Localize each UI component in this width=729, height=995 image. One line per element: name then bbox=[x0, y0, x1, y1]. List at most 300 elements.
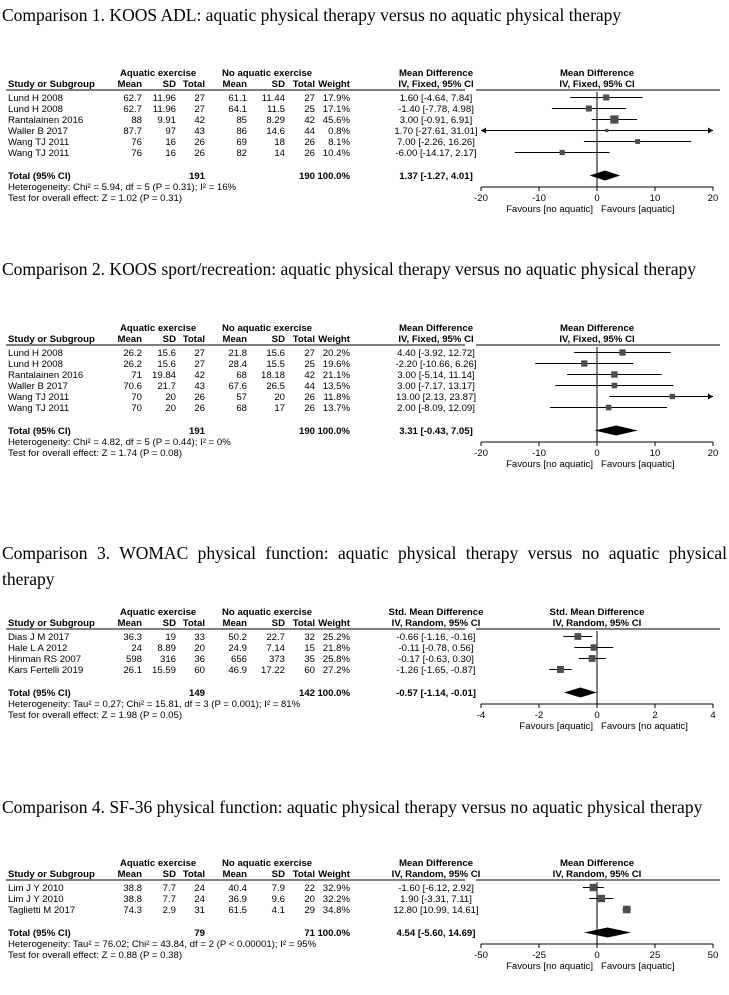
study-total2: 60 bbox=[304, 665, 315, 676]
favours-right-label: Favours [aquatic] bbox=[601, 459, 675, 470]
favours-left-label: Favours [no aquatic] bbox=[506, 204, 593, 215]
x-tick-label: 10 bbox=[649, 193, 661, 204]
study-weight: 27.2% bbox=[322, 665, 350, 676]
study-sd2: 15.5 bbox=[266, 359, 285, 370]
study-total2: 27 bbox=[304, 348, 315, 359]
col-total1-header: Total bbox=[182, 618, 205, 629]
study-total2: 26 bbox=[304, 392, 315, 403]
study-sd1: 20 bbox=[165, 403, 176, 414]
study-total1: 27 bbox=[194, 359, 205, 370]
col-weight-header: Weight bbox=[318, 618, 350, 629]
col-mean2-header: Mean bbox=[222, 79, 247, 90]
col-weight-header: Weight bbox=[318, 79, 350, 90]
plot-effect-header: Std. Mean Difference bbox=[549, 607, 645, 618]
effect-header: Mean Difference bbox=[398, 323, 474, 334]
study-total1: 24 bbox=[194, 894, 205, 905]
col-study-header: Study or Subgroup bbox=[8, 618, 95, 629]
study-mean2: 656 bbox=[230, 654, 247, 665]
study-sd1: 7.7 bbox=[162, 894, 176, 905]
ci-arrow-right bbox=[708, 128, 713, 134]
point-estimate bbox=[586, 105, 592, 111]
study-weight: 13.5% bbox=[322, 381, 350, 392]
col-total2-header: Total bbox=[292, 618, 315, 629]
col-total1-header: Total bbox=[182, 334, 205, 345]
study-total2: 32 bbox=[304, 632, 315, 643]
study-ci: 4.40 [-3.92, 12.72] bbox=[397, 348, 475, 359]
col-mean1-header: Mean bbox=[117, 334, 142, 345]
study-ci: 1.70 [-27.61, 31.01] bbox=[394, 126, 478, 137]
point-estimate bbox=[603, 94, 609, 100]
total-diamond bbox=[564, 688, 597, 698]
plot-effect-header: Mean Difference bbox=[559, 323, 635, 334]
study-mean2: 64.1 bbox=[228, 104, 247, 115]
study-weight: 45.6% bbox=[322, 115, 350, 126]
study-sd1: 8.89 bbox=[157, 643, 176, 654]
total-n1: 79 bbox=[194, 928, 205, 939]
study-name: Hale L A 2012 bbox=[8, 643, 68, 654]
study-mean2: 57 bbox=[236, 392, 247, 403]
study-weight: 10.4% bbox=[322, 148, 350, 159]
study-sd2: 373 bbox=[268, 654, 285, 665]
x-tick-label: 0 bbox=[594, 448, 600, 459]
study-mean2: 82 bbox=[236, 148, 247, 159]
total-diamond bbox=[584, 928, 631, 938]
total-diamond bbox=[595, 426, 638, 436]
forest-plot-2 bbox=[0, 320, 729, 495]
study-mean2: 86 bbox=[236, 126, 247, 137]
col-total1-header: Total bbox=[182, 79, 205, 90]
study-weight: 8.1% bbox=[328, 137, 350, 148]
study-total2: 26 bbox=[304, 148, 315, 159]
study-sd1: 7.7 bbox=[162, 883, 176, 894]
point-estimate bbox=[590, 884, 597, 891]
study-sd2: 9.6 bbox=[271, 894, 285, 905]
total-weight: 100.0% bbox=[317, 426, 350, 437]
study-mean1: 598 bbox=[125, 654, 142, 665]
x-tick-label: 0 bbox=[594, 710, 600, 721]
col-total2-header: Total bbox=[292, 79, 315, 90]
study-mean1: 26.2 bbox=[123, 359, 142, 370]
col-total2-header: Total bbox=[292, 334, 315, 345]
study-mean1: 76 bbox=[131, 137, 142, 148]
study-sd2: 15.6 bbox=[266, 348, 285, 359]
group2-header: No aquatic exercise bbox=[222, 607, 313, 618]
group1-header: Aquatic exercise bbox=[120, 68, 197, 79]
study-weight: 0.8% bbox=[328, 126, 350, 137]
study-weight: 25.8% bbox=[322, 654, 350, 665]
total-label: Total (95% CI) bbox=[8, 928, 71, 939]
study-mean2: 69 bbox=[236, 137, 247, 148]
study-mean2: 61.1 bbox=[228, 93, 247, 104]
study-name: Lund H 2008 bbox=[8, 104, 63, 115]
col-sd2-header: SD bbox=[271, 618, 285, 629]
x-tick-label: -50 bbox=[474, 950, 488, 961]
study-mean2: 50.2 bbox=[228, 632, 247, 643]
study-total2: 26 bbox=[304, 403, 315, 414]
total-n1: 191 bbox=[188, 426, 205, 437]
point-estimate bbox=[560, 150, 565, 155]
x-tick-label: -4 bbox=[476, 710, 486, 721]
study-name: Wang TJ 2011 bbox=[8, 403, 70, 414]
x-tick-label: -25 bbox=[532, 950, 546, 961]
point-estimate bbox=[612, 383, 618, 389]
study-mean2: 24.9 bbox=[228, 643, 247, 654]
comparison-2-heading: Comparison 2. KOOS sport/recreation: aquatic physical therapy versus no aquatic physical therapy bbox=[2, 259, 696, 279]
study-mean1: 71 bbox=[131, 370, 142, 381]
study-name: Wang TJ 2011 bbox=[8, 392, 70, 403]
study-mean1: 70 bbox=[131, 392, 142, 403]
study-ci: 3.00 [-0.91, 6.91] bbox=[399, 115, 473, 126]
study-total1: 43 bbox=[194, 381, 205, 392]
study-total1: 27 bbox=[194, 93, 205, 104]
study-mean1: 88 bbox=[131, 115, 142, 126]
x-tick-label: -10 bbox=[532, 448, 546, 459]
study-weight: 20.2% bbox=[322, 348, 350, 359]
col-sd1-header: SD bbox=[162, 79, 176, 90]
study-name: Lim J Y 2010 bbox=[8, 883, 64, 894]
x-tick-label: -10 bbox=[532, 193, 546, 204]
forest-plot-2-svg bbox=[0, 320, 729, 490]
heterogeneity-text: Heterogeneity: Chi² = 4.82, df = 5 (P = 0.44); I² = 0% bbox=[8, 437, 231, 448]
plot-effect-header: Mean Difference bbox=[559, 858, 635, 869]
study-sd2: 7.9 bbox=[271, 883, 285, 894]
favours-right-label: Favours [aquatic] bbox=[601, 961, 675, 972]
study-sd2: 8.29 bbox=[266, 115, 285, 126]
group2-header: No aquatic exercise bbox=[222, 323, 313, 334]
col-mean1-header: Mean bbox=[117, 618, 142, 629]
study-sd1: 15.59 bbox=[151, 665, 176, 676]
study-ci: -0.66 [-1.16, -0.16] bbox=[396, 632, 476, 643]
group1-header: Aquatic exercise bbox=[120, 607, 197, 618]
study-weight: 34.8% bbox=[322, 905, 350, 916]
col-sd1-header: SD bbox=[162, 869, 176, 880]
forest-plot-4-svg bbox=[0, 855, 729, 990]
total-ci: 3.31 [-0.43, 7.05] bbox=[399, 426, 473, 437]
group1-header: Aquatic exercise bbox=[120, 858, 197, 869]
study-total2: 26 bbox=[304, 137, 315, 148]
study-total1: 27 bbox=[194, 104, 205, 115]
study-sd1: 20 bbox=[165, 392, 176, 403]
study-mean2: 46.9 bbox=[228, 665, 247, 676]
study-weight: 17.1% bbox=[322, 104, 350, 115]
study-total1: 42 bbox=[194, 115, 205, 126]
plot-method-header: IV, Fixed, 95% CI bbox=[559, 79, 635, 90]
point-estimate bbox=[598, 895, 605, 902]
col-mean1-header: Mean bbox=[117, 79, 142, 90]
study-weight: 32.9% bbox=[322, 883, 350, 894]
study-sd2: 11.44 bbox=[261, 93, 285, 104]
study-sd1: 316 bbox=[159, 654, 176, 665]
study-sd2: 11.5 bbox=[267, 104, 285, 115]
col-mean1-header: Mean bbox=[117, 869, 142, 880]
col-sd1-header: SD bbox=[162, 618, 176, 629]
study-mean1: 70 bbox=[131, 403, 142, 414]
point-estimate bbox=[605, 129, 608, 132]
study-sd2: 7.14 bbox=[266, 643, 285, 654]
study-sd2: 14.6 bbox=[266, 126, 285, 137]
study-total2: 44 bbox=[304, 381, 315, 392]
favours-left-label: Favours [no aquatic] bbox=[506, 961, 593, 972]
col-total2-header: Total bbox=[292, 869, 315, 880]
study-sd2: 22.7 bbox=[266, 632, 285, 643]
favours-right-label: Favours [aquatic] bbox=[601, 204, 675, 215]
study-ci: -1.40 [-7.78, 4.98] bbox=[398, 104, 474, 115]
study-sd1: 19.84 bbox=[151, 370, 176, 381]
study-sd2: 26.5 bbox=[266, 381, 285, 392]
study-name: Taglietti M 2017 bbox=[8, 905, 76, 916]
study-weight: 13.7% bbox=[322, 403, 350, 414]
total-n2: 190 bbox=[298, 426, 315, 437]
point-estimate bbox=[635, 139, 640, 144]
study-mean1: 24 bbox=[131, 643, 142, 654]
point-estimate bbox=[574, 633, 581, 640]
study-mean1: 38.8 bbox=[123, 894, 142, 905]
study-total1: 20 bbox=[194, 643, 205, 654]
study-total1: 43 bbox=[194, 126, 205, 137]
study-mean1: 74.3 bbox=[123, 905, 142, 916]
x-tick-label: 4 bbox=[710, 710, 716, 721]
col-total1-header: Total bbox=[182, 869, 205, 880]
study-mean1: 62.7 bbox=[123, 93, 142, 104]
study-total1: 26 bbox=[194, 137, 205, 148]
study-total2: 15 bbox=[304, 643, 315, 654]
point-estimate bbox=[623, 906, 631, 914]
study-mean2: 21.8 bbox=[228, 348, 247, 359]
study-ci: -6.00 [-14.17, 2.17] bbox=[395, 148, 477, 159]
comparison-1-heading: Comparison 1. KOOS ADL: aquatic physical therapy versus no aquatic physical therapy bbox=[2, 5, 622, 25]
study-ci: 3.00 [-5.14, 11.14] bbox=[397, 370, 475, 381]
study-ci: -0.17 [-0.63, 0.30] bbox=[398, 654, 474, 665]
study-ci: -1.26 [-1.65, -0.87] bbox=[396, 665, 476, 676]
effect-header: Mean Difference bbox=[398, 858, 474, 869]
study-mean2: 67.6 bbox=[228, 381, 247, 392]
forest-plot-4 bbox=[0, 855, 729, 995]
study-name: Rantalainen 2016 bbox=[8, 115, 84, 126]
study-ci: 1.60 [-4.64, 7.84] bbox=[399, 93, 473, 104]
study-ci: 2.00 [-8.09, 12.09] bbox=[397, 403, 475, 414]
study-sd2: 4.1 bbox=[271, 905, 285, 916]
plot-method-header: IV, Fixed, 95% CI bbox=[559, 334, 635, 345]
heterogeneity-text: Heterogeneity: Chi² = 5.94, df = 5 (P = 0.31); I² = 16% bbox=[8, 182, 237, 193]
x-tick-label: 50 bbox=[707, 950, 719, 961]
total-n2: 142 bbox=[298, 688, 315, 699]
total-label: Total (95% CI) bbox=[8, 688, 71, 699]
study-sd2: 20 bbox=[274, 392, 285, 403]
study-total2: 25 bbox=[304, 359, 315, 370]
study-name: Rantalainen 2016 bbox=[8, 370, 84, 381]
x-tick-label: -20 bbox=[474, 193, 488, 204]
ci-arrow-right bbox=[708, 394, 713, 400]
study-weight: 19.6% bbox=[322, 359, 350, 370]
col-method-header: IV, Fixed, 95% CI bbox=[398, 79, 474, 90]
study-total1: 42 bbox=[194, 370, 205, 381]
forest-plot-1 bbox=[0, 65, 729, 240]
overall-effect-text: Test for overall effect: Z = 1.02 (P = 0.31) bbox=[8, 193, 183, 204]
x-tick-label: -2 bbox=[534, 710, 544, 721]
study-mean1: 76 bbox=[131, 148, 142, 159]
total-weight: 100.0% bbox=[317, 928, 350, 939]
study-name: Lund H 2008 bbox=[8, 93, 63, 104]
study-total1: 33 bbox=[194, 632, 205, 643]
study-weight: 25.2% bbox=[322, 632, 350, 643]
total-n1: 191 bbox=[188, 171, 205, 182]
forest-plot-3 bbox=[0, 604, 729, 759]
study-name: Wang TJ 2011 bbox=[8, 148, 70, 159]
x-tick-label: 20 bbox=[707, 448, 719, 459]
overall-effect-text: Test for overall effect: Z = 0.88 (P = 0.38) bbox=[8, 950, 183, 961]
study-name: Lim J Y 2010 bbox=[8, 894, 64, 905]
col-study-header: Study or Subgroup bbox=[8, 869, 95, 880]
study-name: Waller B 2017 bbox=[8, 126, 68, 137]
x-tick-label: 25 bbox=[649, 950, 661, 961]
study-total2: 42 bbox=[304, 370, 315, 381]
study-sd1: 2.9 bbox=[162, 905, 176, 916]
x-tick-label: 20 bbox=[707, 193, 719, 204]
study-ci: -2.20 [-10.66, 6.26] bbox=[395, 359, 477, 370]
point-estimate bbox=[610, 115, 618, 123]
col-sd2-header: SD bbox=[271, 79, 285, 90]
study-total1: 26 bbox=[194, 392, 205, 403]
study-name: Dias J M 2017 bbox=[8, 632, 70, 643]
study-sd2: 14 bbox=[274, 148, 285, 159]
point-estimate bbox=[670, 394, 675, 399]
study-mean1: 87.7 bbox=[123, 126, 142, 137]
total-n2: 71 bbox=[304, 928, 315, 939]
study-mean2: 36.9 bbox=[228, 894, 247, 905]
study-total1: 60 bbox=[194, 665, 205, 676]
col-sd2-header: SD bbox=[271, 869, 285, 880]
heterogeneity-text: Heterogeneity: Tau² = 0.27; Chi² = 15.81, df = 3 (P = 0.001); I² = 81% bbox=[8, 699, 301, 710]
study-mean2: 85 bbox=[236, 115, 247, 126]
study-total1: 27 bbox=[194, 348, 205, 359]
x-tick-label: 2 bbox=[652, 710, 658, 721]
study-ci: -1.60 [-6.12, 2.92] bbox=[398, 883, 474, 894]
x-tick-label: 10 bbox=[649, 448, 661, 459]
study-mean1: 70.6 bbox=[123, 381, 142, 392]
total-label: Total (95% CI) bbox=[8, 426, 71, 437]
point-estimate bbox=[591, 644, 597, 650]
study-sd2: 18.18 bbox=[260, 370, 285, 381]
total-diamond bbox=[590, 171, 621, 181]
total-ci: 1.37 [-1.27, 4.01] bbox=[399, 171, 473, 182]
study-total1: 36 bbox=[194, 654, 205, 665]
study-sd1: 11.96 bbox=[152, 104, 176, 115]
study-mean1: 26.2 bbox=[123, 348, 142, 359]
study-total2: 35 bbox=[304, 654, 315, 665]
favours-right-label: Favours [no aquatic] bbox=[601, 721, 688, 732]
plot-method-header: IV, Random, 95% CI bbox=[552, 618, 642, 629]
study-name: Lund H 2008 bbox=[8, 359, 63, 370]
study-weight: 17.9% bbox=[322, 93, 350, 104]
study-weight: 11.8% bbox=[323, 392, 350, 403]
total-n1: 149 bbox=[188, 688, 205, 699]
point-estimate bbox=[589, 655, 596, 662]
col-weight-header: Weight bbox=[318, 869, 350, 880]
favours-left-label: Favours [no aquatic] bbox=[506, 459, 593, 470]
total-weight: 100.0% bbox=[317, 688, 350, 699]
study-mean2: 61.5 bbox=[228, 905, 247, 916]
point-estimate bbox=[557, 666, 564, 673]
study-mean2: 68 bbox=[236, 403, 247, 414]
study-mean1: 62.7 bbox=[123, 104, 142, 115]
study-name: Waller B 2017 bbox=[8, 381, 68, 392]
point-estimate bbox=[581, 360, 587, 366]
study-sd1: 16 bbox=[165, 148, 176, 159]
col-method-header: IV, Random, 95% CI bbox=[391, 869, 481, 880]
study-sd1: 11.96 bbox=[152, 93, 176, 104]
point-estimate bbox=[611, 371, 617, 377]
favours-left-label: Favours [aquatic] bbox=[519, 721, 593, 732]
group1-header: Aquatic exercise bbox=[120, 323, 197, 334]
study-mean1: 36.3 bbox=[123, 632, 142, 643]
plot-effect-header: Mean Difference bbox=[559, 68, 635, 79]
study-sd1: 16 bbox=[165, 137, 176, 148]
study-mean1: 38.8 bbox=[123, 883, 142, 894]
total-ci: 4.54 [-5.60, 14.69] bbox=[396, 928, 476, 939]
forest-plot-3-svg bbox=[0, 604, 729, 754]
col-mean2-header: Mean bbox=[222, 618, 247, 629]
study-name: Lund H 2008 bbox=[8, 348, 63, 359]
col-study-header: Study or Subgroup bbox=[8, 79, 95, 90]
study-total1: 24 bbox=[194, 883, 205, 894]
x-tick-label: 0 bbox=[594, 950, 600, 961]
study-mean2: 40.4 bbox=[228, 883, 247, 894]
study-weight: 21.8% bbox=[322, 643, 350, 654]
point-estimate bbox=[619, 349, 625, 355]
study-total2: 27 bbox=[304, 93, 315, 104]
study-ci: 12.80 [10.99, 14.61] bbox=[393, 905, 479, 916]
study-total2: 22 bbox=[304, 883, 315, 894]
study-total2: 29 bbox=[304, 905, 315, 916]
col-weight-header: Weight bbox=[318, 334, 350, 345]
study-ci: 13.00 [2.13, 23.87] bbox=[395, 392, 477, 403]
point-estimate bbox=[606, 405, 612, 411]
study-name: Kars Fertelli 2019 bbox=[8, 665, 84, 676]
study-weight: 21.1% bbox=[322, 370, 350, 381]
total-label: Total (95% CI) bbox=[8, 171, 71, 182]
forest-plot-1-svg bbox=[0, 65, 729, 235]
col-mean2-header: Mean bbox=[222, 334, 247, 345]
overall-effect-text: Test for overall effect: Z = 1.74 (P = 0.08) bbox=[8, 448, 183, 459]
heterogeneity-text: Heterogeneity: Tau² = 76.02; Chi² = 43.84, df = 2 (P < 0.00001); I² = 95% bbox=[8, 939, 317, 950]
study-total2: 42 bbox=[304, 115, 315, 126]
x-tick-label: 0 bbox=[594, 193, 600, 204]
study-ci: -0.11 [-0.78, 0.56] bbox=[398, 643, 474, 654]
ci-arrow-left bbox=[481, 128, 486, 134]
study-sd2: 18 bbox=[274, 137, 285, 148]
study-total1: 31 bbox=[194, 905, 205, 916]
effect-header: Std. Mean Difference bbox=[388, 607, 484, 618]
study-mean2: 68 bbox=[236, 370, 247, 381]
total-weight: 100.0% bbox=[317, 171, 350, 182]
study-name: Hinman RS 2007 bbox=[8, 654, 82, 665]
study-weight: 32.2% bbox=[322, 894, 350, 905]
col-study-header: Study or Subgroup bbox=[8, 334, 95, 345]
group2-header: No aquatic exercise bbox=[222, 858, 313, 869]
study-mean1: 26.1 bbox=[123, 665, 142, 676]
col-sd2-header: SD bbox=[271, 334, 285, 345]
overall-effect-text: Test for overall effect: Z = 1.98 (P = 0.05) bbox=[8, 710, 183, 721]
study-mean2: 28.4 bbox=[228, 359, 247, 370]
col-mean2-header: Mean bbox=[222, 869, 247, 880]
study-name: Wang TJ 2011 bbox=[8, 137, 70, 148]
study-ci: 3.00 [-7.17, 13.17] bbox=[397, 381, 475, 392]
study-sd1: 21.7 bbox=[157, 381, 176, 392]
group2-header: No aquatic exercise bbox=[222, 68, 313, 79]
study-total1: 26 bbox=[194, 148, 205, 159]
study-total2: 25 bbox=[304, 104, 315, 115]
study-total2: 44 bbox=[304, 126, 315, 137]
